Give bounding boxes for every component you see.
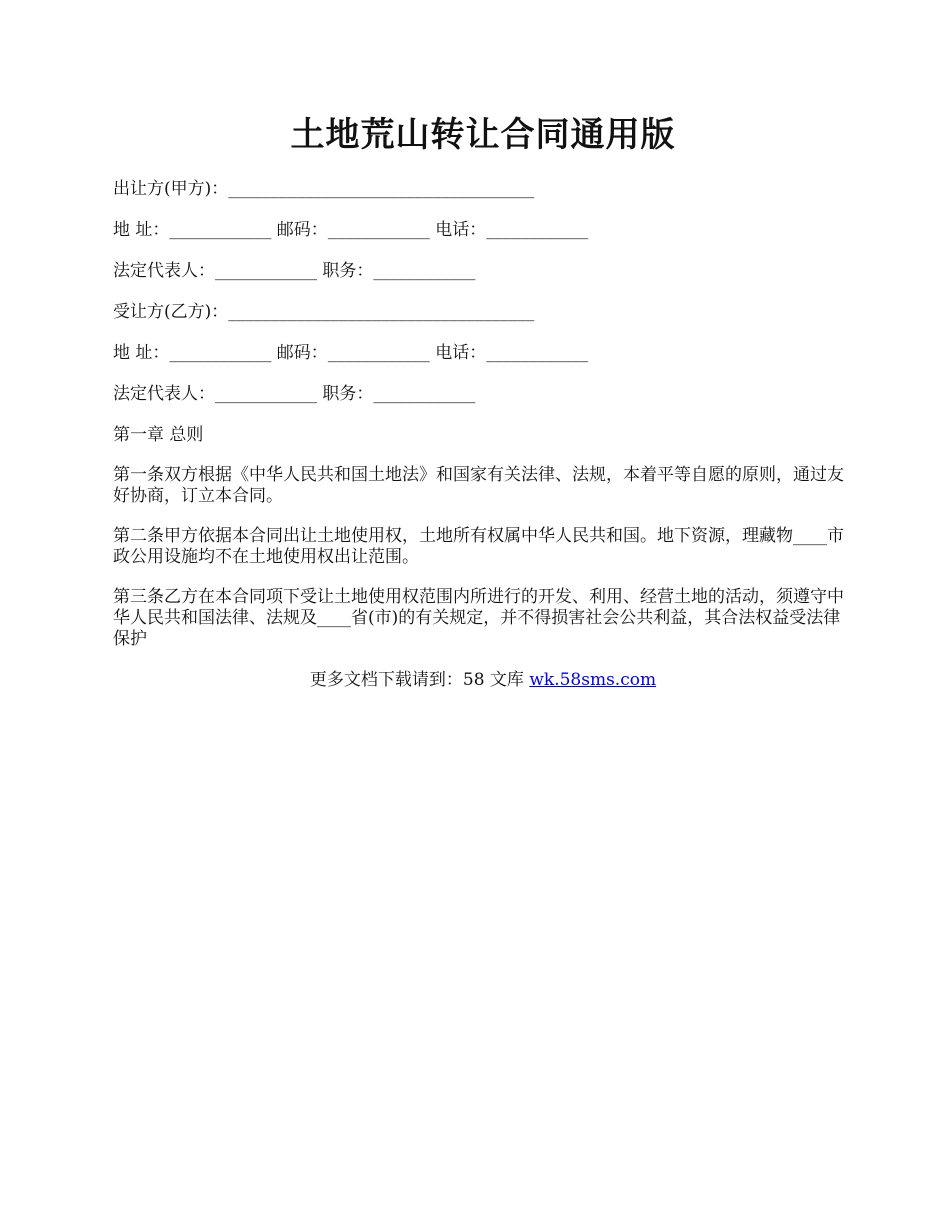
article-2: 第二条甲方依据本合同出让土地使用权，土地所有权属中华人民共和国。地下资源，理藏物____市政公用设施均不在土地使用权出让范围。 <box>113 526 844 567</box>
document-title: 土地荒山转让合同通用版 <box>290 115 676 155</box>
buyer-representative-line: 法定代表人：____________ 职务：____________ <box>113 384 476 404</box>
footer-text: 更多文档下载请到：58 文库 <box>309 670 530 690</box>
seller-address-line: 地 址：____________ 邮码：____________ 电话：____________ <box>113 220 589 240</box>
buyer-party-line: 受让方(乙方)：____________________________________ <box>113 302 535 322</box>
download-footer <box>113 669 853 691</box>
article-3: 第三条乙方在本合同项下受让土地使用权范围内所进行的开发、利用、经营土地的活动，须遵守中华人民共和国法律、法规及____省(市)的有关规定，并不得损害社会公共利益，其合法权益受法律保护 <box>113 587 844 649</box>
article-1: 第一条双方根据《中华人民共和国土地法》和国家有关法律、法规，本着平等自愿的原则，通过友好协商，订立本合同。 <box>113 465 844 506</box>
buyer-address-line: 地 址：____________ 邮码：____________ 电话：____________ <box>113 343 589 363</box>
footer-link[interactable]: wk.58sms.com <box>529 670 657 690</box>
seller-representative-line: 法定代表人：____________ 职务：____________ <box>113 261 476 281</box>
seller-party-line: 出让方(甲方)：____________________________________ <box>113 179 535 199</box>
chapter-heading: 第一章 总则 <box>113 425 204 445</box>
document-page <box>113 110 853 691</box>
